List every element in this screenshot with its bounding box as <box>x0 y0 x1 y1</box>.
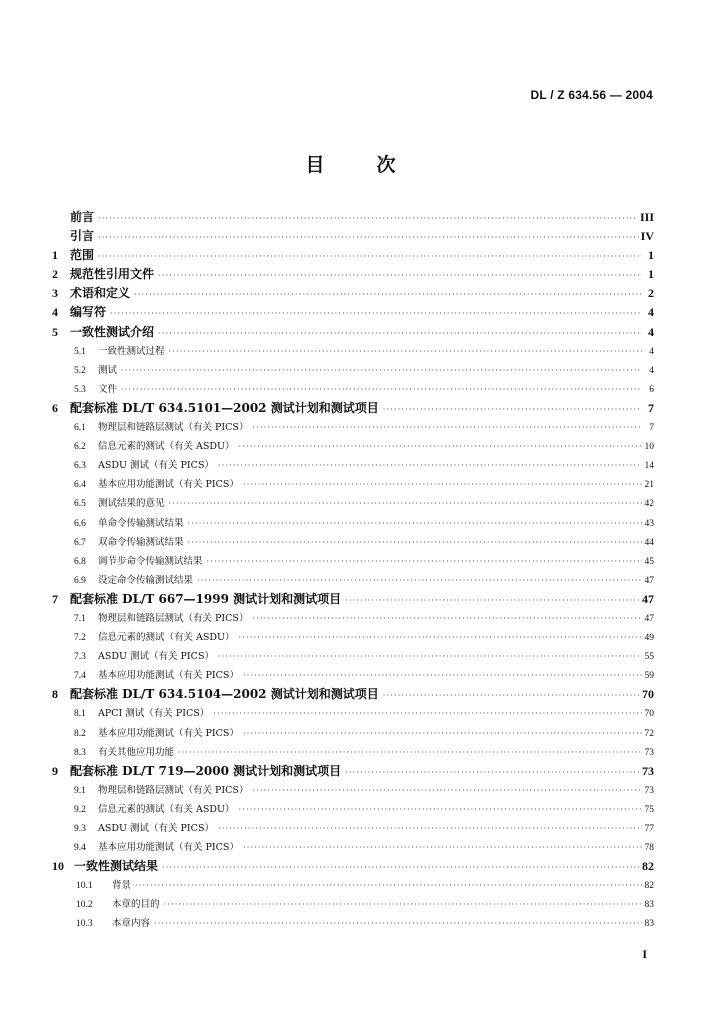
toc-entry-page: 4 <box>648 324 654 339</box>
toc-entry-page: 59 <box>644 671 654 682</box>
toc-entry[interactable] <box>52 781 654 800</box>
toc-entry-number: 9.3 <box>74 824 86 834</box>
toc-entry[interactable] <box>52 743 654 762</box>
dot-leader <box>121 361 642 380</box>
toc-entry[interactable] <box>52 399 654 418</box>
toc-entry-page: 7 <box>648 400 654 415</box>
toc-entry[interactable] <box>52 265 654 284</box>
dot-leader <box>135 876 642 895</box>
dot-leader <box>162 858 640 877</box>
toc-entry[interactable] <box>52 628 654 647</box>
toc-entry-title: 设定命令传输测试结果 <box>98 574 194 586</box>
toc-entry[interactable] <box>52 533 654 552</box>
title-char-1: 目 <box>305 154 325 176</box>
toc-entry-title: 物理层和链路层测试（有关 PICS） <box>98 612 249 624</box>
toc-entry-page: 1 <box>648 248 654 263</box>
toc-entry-number: 7.3 <box>74 652 86 663</box>
toc-entry-title: 调节步命令传输测试结果 <box>98 555 203 567</box>
dot-leader <box>252 781 642 800</box>
toc-entry-title: 双命令传输测试结果 <box>98 536 184 548</box>
toc-entry-page: 47 <box>644 613 654 624</box>
dot-leader <box>218 647 642 666</box>
dot-leader <box>178 743 642 762</box>
toc-entry-number: 9.1 <box>74 785 86 796</box>
toc-entry-number: 10.2 <box>76 900 93 911</box>
toc-entry[interactable] <box>52 361 654 380</box>
dot-leader <box>239 800 642 819</box>
dot-leader <box>383 400 642 419</box>
toc-entry-title: 物理层和链路层测试（有关 PICS） <box>98 422 249 434</box>
toc-entry-page: 82 <box>642 859 654 874</box>
toc-entry-page: 4 <box>648 305 654 320</box>
toc-entry-page: 14 <box>644 461 654 472</box>
dot-leader <box>239 437 642 456</box>
toc-entry-title: APCI 测试（有关 PICS） <box>98 708 210 720</box>
page-number: I <box>642 947 647 961</box>
toc-entry-title: ASDU 测试（有关 PICS） <box>98 823 214 834</box>
toc-entry-page: 70 <box>644 709 654 720</box>
toc-entry[interactable] <box>52 514 654 533</box>
toc-entry-number: 6.7 <box>74 537 86 548</box>
toc-entry-title: 编写符 <box>70 305 107 320</box>
dot-leader <box>239 628 642 647</box>
toc-entry-page: 21 <box>644 480 654 491</box>
toc-entry-page: 72 <box>644 728 654 739</box>
dot-leader <box>383 686 640 705</box>
toc-entry-number: 2 <box>52 267 58 282</box>
toc-entry-page: 49 <box>644 633 654 644</box>
toc-entry-page: 43 <box>644 518 654 529</box>
toc-entry-title: 本章内容 <box>112 918 151 930</box>
toc-entry-title: 配套标准 DL/T 634.5104—2002 测试计划和测试项目 <box>70 687 379 702</box>
dot-leader <box>207 552 642 571</box>
toc-entry[interactable] <box>52 724 654 743</box>
dot-leader <box>213 704 642 723</box>
toc-entry-number: 6.5 <box>74 499 86 510</box>
toc-entry-number: 7 <box>52 591 58 606</box>
dot-leader <box>121 380 642 399</box>
toc-entry[interactable] <box>52 494 654 513</box>
toc-entry-page: IV <box>640 229 654 244</box>
toc-entry-title: 一致性测试结果 <box>74 859 159 874</box>
dot-leader <box>345 591 640 610</box>
title-char-2: 次 <box>376 154 396 176</box>
toc-entry[interactable] <box>52 456 654 475</box>
toc-entry-title: 前言 <box>70 210 95 224</box>
dot-leader <box>188 533 642 552</box>
toc-entry-page: 10 <box>644 442 654 453</box>
dot-leader <box>98 209 638 228</box>
toc-entry-page: 42 <box>644 499 654 510</box>
toc-entry-title: 配套标准 DL/T 667—1999 测试计划和测试项目 <box>70 591 342 606</box>
dot-leader <box>98 228 639 247</box>
toc-entry-number: 5 <box>52 324 58 339</box>
toc-entry-number: 5.2 <box>74 365 86 376</box>
toc-entry-number: 8.3 <box>74 747 86 758</box>
toc-entry-number: 3 <box>52 286 58 301</box>
toc-entry-page: 44 <box>644 537 654 548</box>
toc-entry[interactable] <box>52 857 654 876</box>
toc-entry-number: 6.4 <box>74 480 86 491</box>
toc-entry[interactable] <box>52 552 654 571</box>
dot-leader <box>243 666 642 685</box>
dot-leader <box>243 475 642 494</box>
toc-entry-title: 一致性测试介绍 <box>70 324 155 339</box>
toc-entry-page: 6 <box>649 384 654 395</box>
toc-entry-page: 4 <box>649 365 654 376</box>
toc-entry[interactable] <box>52 819 654 838</box>
toc-entry-number: 9 <box>52 763 58 778</box>
toc-entry[interactable] <box>52 418 654 437</box>
toc-entry[interactable] <box>52 303 654 322</box>
toc-entry-title: 规范性引用文件 <box>70 267 155 282</box>
toc-entry-page: 2 <box>648 286 654 301</box>
toc-entry[interactable] <box>52 342 654 361</box>
toc-entry-title: 背景 <box>112 880 132 892</box>
toc-entry-page: 75 <box>644 804 654 815</box>
toc-entry-title: 物理层和链路层测试（有关 PICS） <box>98 784 249 796</box>
toc-entry-title: 基本应用功能测试（有关 PICS） <box>98 842 239 854</box>
toc-entry-number: 9.2 <box>74 804 86 815</box>
dot-leader <box>169 342 642 361</box>
toc-entry-number: 6.1 <box>74 423 86 434</box>
toc-entry-page: 82 <box>644 881 654 892</box>
toc-entry-title: 有关其他应用功能 <box>98 746 175 758</box>
dot-leader <box>158 324 642 343</box>
toc-entry-number: 7.1 <box>74 613 86 624</box>
toc-entry-number: 6.9 <box>74 575 86 586</box>
dot-leader <box>98 247 642 266</box>
toc-entry[interactable] <box>52 227 654 246</box>
toc-entry-title: ASDU 测试（有关 PICS） <box>98 460 214 472</box>
dot-leader <box>110 304 642 323</box>
dot-leader <box>134 285 642 304</box>
toc-entry-number: 10.1 <box>76 881 93 892</box>
toc-entry-page: 1 <box>648 267 654 282</box>
toc-entry-title: 测试 <box>98 364 118 376</box>
toc-entry-number: 6.6 <box>74 518 86 529</box>
toc-entry-page: 55 <box>644 652 654 663</box>
toc-entry-title: 基本应用功能测试（有关 PICS） <box>98 479 239 491</box>
toc-entry-page: 83 <box>644 919 654 930</box>
toc-entry-title: 基本应用功能测试（有关 PICS） <box>98 727 239 739</box>
toc-entry[interactable] <box>52 914 654 933</box>
dot-leader <box>169 494 642 513</box>
toc-entry-title: 信息元素的测试（有关 ASDU） <box>98 803 235 815</box>
toc-entry-number: 4 <box>52 305 58 320</box>
toc-entry[interactable] <box>52 800 654 819</box>
table-of-contents <box>52 208 654 934</box>
dot-leader <box>243 724 642 743</box>
toc-entry-page: 73 <box>644 747 654 758</box>
toc-entry[interactable] <box>52 323 654 342</box>
toc-entry[interactable] <box>52 895 654 914</box>
toc-entry[interactable] <box>52 590 654 609</box>
toc-entry[interactable] <box>52 246 654 265</box>
toc-entry-title: 信息元素的测试（有关 ASDU） <box>98 632 235 644</box>
dot-leader <box>243 838 642 857</box>
toc-entry[interactable] <box>52 284 654 303</box>
toc-entry[interactable] <box>52 704 654 723</box>
dot-leader <box>345 763 640 782</box>
toc-entry-number: 5.3 <box>74 384 86 395</box>
toc-entry[interactable] <box>52 685 654 704</box>
toc-entry-number: 10.3 <box>76 919 93 930</box>
toc-entry-title: 文件 <box>98 383 118 395</box>
dot-leader <box>158 266 642 285</box>
toc-entry-number: 8 <box>52 687 58 702</box>
dot-leader <box>197 571 642 590</box>
toc-entry-number: 5.1 <box>74 346 86 357</box>
dot-leader <box>252 418 642 437</box>
toc-entry-number: 9.4 <box>74 843 86 854</box>
toc-entry-title: 配套标准 DL/T 719—2000 测试计划和测试项目 <box>70 763 342 778</box>
toc-entry-title: ASDU 测试（有关 PICS） <box>98 651 214 663</box>
toc-entry-title: 测试结果的意见 <box>98 498 165 510</box>
toc-entry[interactable] <box>52 876 654 895</box>
toc-entry-page: III <box>639 210 654 224</box>
toc-entry-number: 7.4 <box>74 671 86 682</box>
toc-entry-number: 6.8 <box>74 556 86 567</box>
dot-leader <box>218 456 642 475</box>
page-title <box>0 150 701 177</box>
toc-entry[interactable] <box>52 647 654 666</box>
standard-code: DL / Z 634.56 — 2004 <box>530 88 653 102</box>
toc-entry-title: 信息元素的测试（有关 ASDU） <box>98 441 235 453</box>
toc-entry-page: 73 <box>644 785 654 796</box>
dot-leader <box>164 895 642 914</box>
toc-entry-number: 6.3 <box>74 461 86 472</box>
toc-entry-page: 45 <box>644 556 654 567</box>
toc-entry-title: 单命令传输测试结果 <box>98 517 184 529</box>
toc-entry-page: 73 <box>642 763 654 778</box>
toc-entry-number: 8.2 <box>74 728 86 739</box>
dot-leader <box>154 914 642 933</box>
toc-entry[interactable] <box>52 208 654 227</box>
toc-entry-title: 本章的目的 <box>112 899 160 911</box>
toc-entry-title: 术语和定义 <box>70 286 131 301</box>
toc-entry-title: 基本应用功能测试（有关 PICS） <box>98 670 239 682</box>
toc-entry-number: 8.1 <box>74 709 86 720</box>
toc-entry-page: 77 <box>644 824 654 834</box>
dot-leader <box>218 819 642 838</box>
toc-entry-number: 10 <box>52 859 64 874</box>
toc-entry[interactable] <box>52 571 654 590</box>
toc-entry-number: 1 <box>52 248 58 263</box>
toc-entry-number: 7.2 <box>74 633 86 644</box>
dot-leader <box>252 609 642 628</box>
toc-entry-page: 4 <box>649 346 654 357</box>
toc-entry-page: 47 <box>642 591 654 606</box>
toc-entry-page: 7 <box>649 423 654 434</box>
toc-entry-title: 配套标准 DL/T 634.5101—2002 测试计划和测试项目 <box>70 400 379 415</box>
toc-entry[interactable] <box>52 666 654 685</box>
toc-entry[interactable] <box>52 380 654 399</box>
toc-entry-title: 一致性测试过程 <box>98 345 165 357</box>
toc-entry[interactable] <box>52 609 654 628</box>
toc-entry[interactable] <box>52 762 654 781</box>
dot-leader <box>188 514 642 533</box>
toc-entry[interactable] <box>52 437 654 456</box>
toc-entry-page: 83 <box>644 900 654 911</box>
toc-entry[interactable] <box>52 838 654 857</box>
toc-entry-title: 引言 <box>70 229 95 244</box>
toc-entry-title: 范围 <box>70 248 95 263</box>
toc-entry-page: 70 <box>642 687 654 702</box>
toc-entry-number: 6.2 <box>74 442 86 453</box>
toc-entry-number: 6 <box>52 400 58 415</box>
toc-entry[interactable] <box>52 475 654 494</box>
toc-entry-page: 47 <box>644 575 654 586</box>
toc-entry-page: 78 <box>644 843 654 854</box>
